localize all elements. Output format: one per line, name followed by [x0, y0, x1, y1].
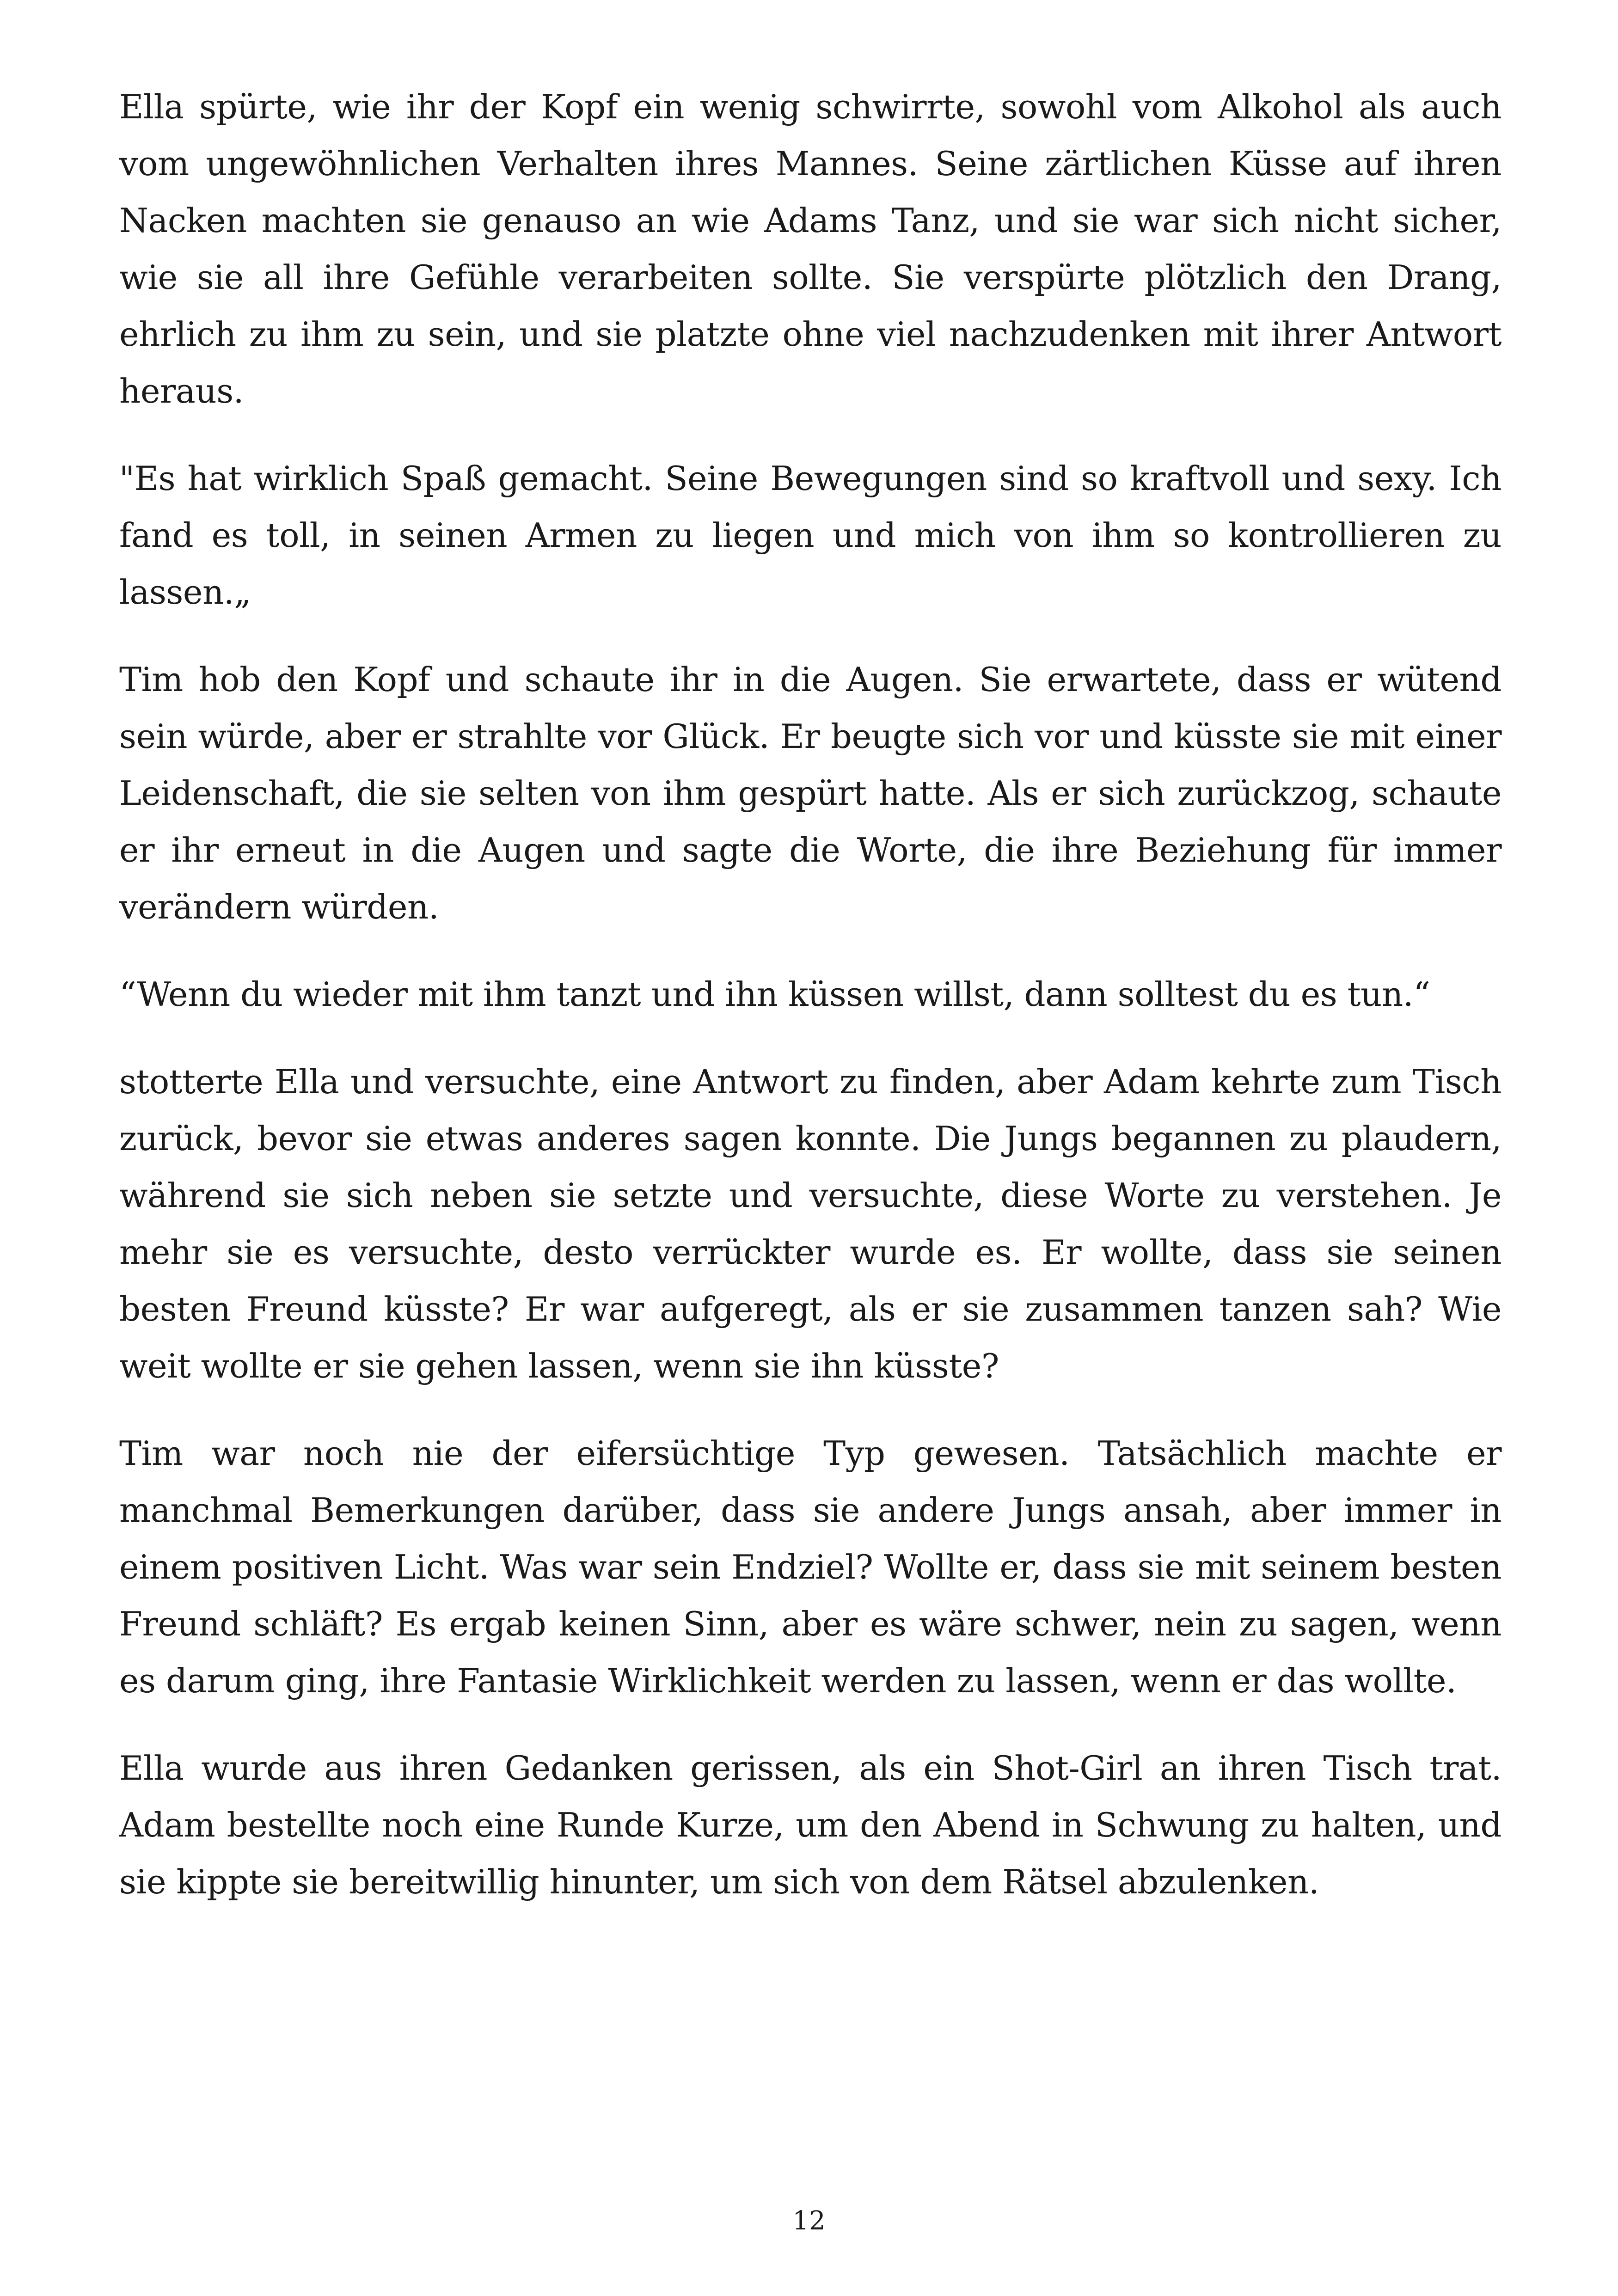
- paragraph-4: “Wenn du wieder mit ihm tanzt und ihn küssen willst, dann solltest du es tun.“: [119, 975, 1430, 1014]
- paragraph-6: Tim war noch nie der eifersüchtige Typ gewesen. Tatsächlich machte er manchmal Bemerkungen darüber, dass sie andere Jungs ansah, aber immer in einem positiven Licht. Was war sein Endziel? Wollte er, dass sie mit seinem besten Freund schläft? Es ergab keinen Sinn, aber es wäre schwer, nein zu sagen, wenn es darum ging, ihre Fantasie Wirklichkeit werden zu lassen, wenn er das wollte.: [119, 1434, 1502, 1700]
- page-number: 12: [792, 2206, 826, 2236]
- paragraph-1: Ella spürte, wie ihr der Kopf ein wenig schwirrte, sowohl vom Alkohol als auch vom ungewöhnlichen Verhalten ihres Mannes. Seine zärtlichen Küsse auf ihren Nacken machten sie genauso an wie Adams Tanz, und sie war sich nicht sicher, wie sie all ihre Gefühle verarbeiten sollte. Sie verspürte plötzlich den Drang, ehrlich zu ihm zu sein, und sie platzte ohne viel nachzudenken mit ihrer Antwort heraus.: [119, 87, 1502, 410]
- paragraph-2: "Es hat wirklich Spaß gemacht. Seine Bewegungen sind so kraftvoll und sexy. Ich fand es toll, in seinen Armen zu liegen und mich von ihm so kontrollieren zu lassen.„: [119, 459, 1502, 612]
- page-body: [119, 79, 1502, 1941]
- paragraph-3: Tim hob den Kopf und schaute ihr in die Augen. Sie erwartete, dass er wütend sein würde, aber er strahlte vor Glück. Er beugte sich vor und küsste sie mit einer Leidenschaft, die sie selten von ihm gespürt hatte. Als er sich zurückzog, schaute er ihr erneut in die Augen und sagte die Worte, die ihre Beziehung für immer verändern würden.: [119, 660, 1502, 926]
- paragraph-7: Ella wurde aus ihren Gedanken gerissen, als ein Shot-Girl an ihren Tisch trat. Adam bestellte noch eine Runde Kurze, um den Abend in Schwung zu halten, und sie kippte sie bereitwillig hinunter, um sich von dem Rätsel abzulenken.: [119, 1749, 1502, 1901]
- paragraph-5: stotterte Ella und versuchte, eine Antwort zu finden, aber Adam kehrte zum Tisch zurück, bevor sie etwas anderes sagen konnte. Die Jungs begannen zu plaudern, während sie sich neben sie setzte und versuchte, diese Worte zu verstehen. Je mehr sie es versuchte, desto verrückter wurde es. Er wollte, dass sie seinen besten Freund küsste? Er war aufgeregt, als er sie zusammen tanzen sah? Wie weit wollte er sie gehen lassen, wenn sie ihn küsste?: [119, 1062, 1502, 1385]
